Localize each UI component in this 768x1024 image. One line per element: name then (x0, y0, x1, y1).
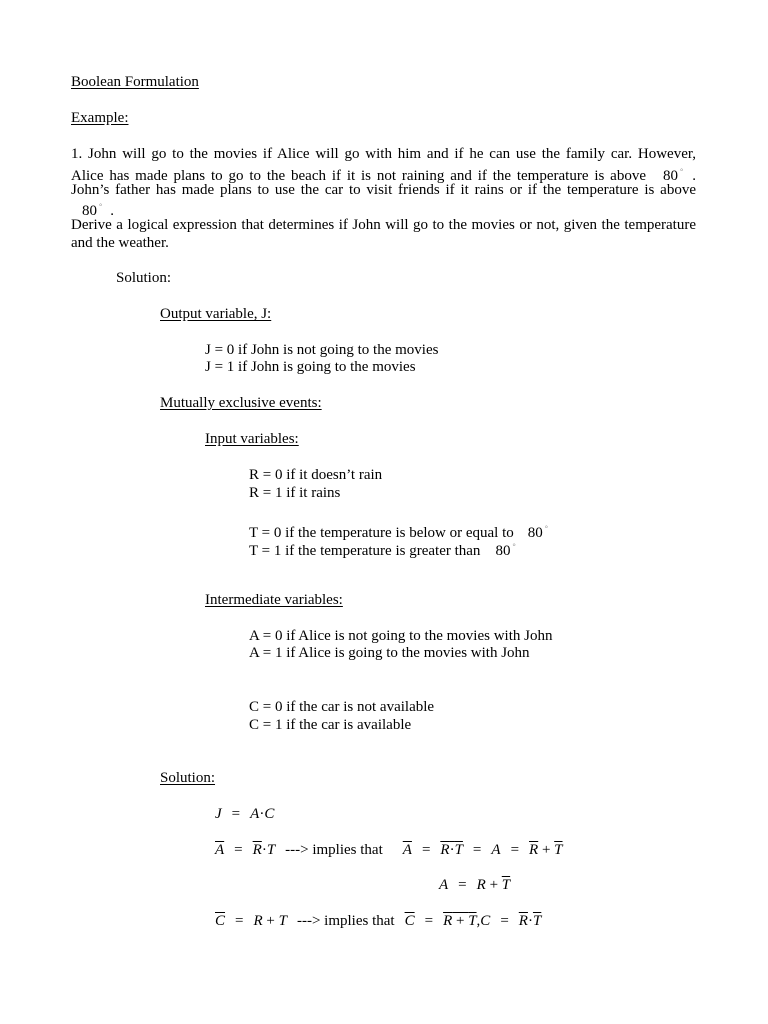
problem-line-1: 1. John will go to the movies if Alice will go with him and if he can use the family car. However, (71, 146, 696, 162)
equation-j: J = A·C (215, 806, 275, 822)
r0-definition: R = 0 if it doesn’t rain (249, 467, 383, 483)
j0-definition: J = 0 if John is not going to the movies (205, 342, 439, 358)
intermediate-variables-heading: Intermediate variables: (205, 592, 343, 608)
t1-definition (249, 538, 516, 560)
implies-text: ---> implies that (296, 913, 395, 929)
temperature-value: 80 (82, 203, 97, 219)
problem-line-2-text: Alice has made plans to go to the beach if it is not raining and if the temperature is above (71, 168, 646, 184)
j1-definition: J = 1 if John is going to the movies (205, 359, 416, 375)
example-heading: Example: (71, 110, 129, 126)
temperature-value: 80 (527, 525, 543, 541)
document-title: Boolean Formulation (71, 74, 199, 90)
a1-definition: A = 1 if Alice is going to the movies with John (249, 645, 530, 661)
degree-symbol: ° (99, 202, 103, 211)
degree-symbol: ° (512, 542, 516, 551)
c0-definition: C = 0 if the car is not available (249, 699, 435, 715)
r1-definition: R = 1 if it rains (249, 485, 341, 501)
c1-definition: C = 1 if the car is available (249, 717, 412, 733)
solution-heading: Solution: (160, 770, 216, 786)
equation-c-bar: $\overline{C} = R + T$ ---> implies that $\overline{C} = R + T,C = \overline{R}\cdot\overline{T}$ (215, 913, 542, 929)
problem-line-3: John’s father has made plans to use the car to visit friends if it rains or if the temperature is above (71, 182, 696, 198)
input-variables-heading: Input variables: (205, 431, 299, 447)
temperature-value: 80 (663, 168, 678, 184)
solution-label: Solution: (116, 270, 172, 286)
mutually-exclusive-heading: Mutually exclusive events: (160, 395, 322, 411)
degree-symbol: ° (680, 167, 684, 176)
problem-line-6: and the weather. (71, 235, 169, 251)
t1-text: T = 1 if the temperature is greater than (249, 543, 481, 559)
output-variable-heading: Output variable, J: (160, 306, 272, 322)
implies-text: ---> implies that (285, 842, 383, 858)
a0-definition: A = 0 if Alice is not going to the movies with John (249, 628, 553, 644)
temperature-value: 80 (495, 543, 511, 559)
equation-a: $A = R + \overline{T}$ (439, 877, 511, 893)
degree-symbol: ° (544, 524, 548, 533)
period: . (110, 203, 114, 219)
period: . (692, 168, 696, 184)
t0-text: T = 0 if the temperature is below or equal to (249, 525, 514, 541)
problem-line-5: Derive a logical expression that determines if John will go to the movies or not, given the temperature (71, 217, 696, 233)
equation-a-bar: $\overline{A} = \overline{R}\cdot T$ ---> implies that $\overline{A} = R\cdot T = A = \overline{R} + \overline{T}$ (215, 842, 563, 858)
